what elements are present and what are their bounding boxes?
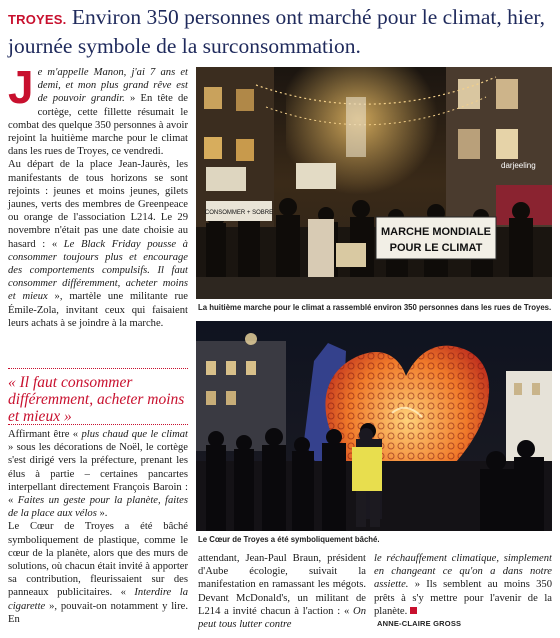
lead-quote: e m'appelle Manon, j'ai 7 ans et demi, et mon plus grand rêve est de pouvoir grandir. xyxy=(37,67,188,105)
sign-small: CONSOMMER + SOBRE xyxy=(204,210,274,216)
photo-climate-march xyxy=(196,67,552,299)
lead-column xyxy=(8,61,188,330)
column-3: le réchauffement climatique, simplement en changeant ce qu'on a dans notre assiette. » Ils semblent au moins 350 prêts à s'y mettre pour l'avenir de la planète. xyxy=(374,553,552,617)
photo-climate-march-image xyxy=(196,67,552,299)
sign-main-line1: MARCHE MONDIALE xyxy=(381,226,491,238)
paragraph-4: Le Cœur de Troyes a été bâché symboliquement de plastique, comme le cœur de la planète, alors que des murs de solutions, où chacun était invité à apporter sa contribution, fleurissaient sur des panneaux publicitaires. « Interdire la cigarette », pouvait-on notamment y lire. En xyxy=(8,521,188,625)
headline xyxy=(8,4,556,60)
photo-covered-heart xyxy=(196,321,552,531)
dateline-place: TROYES. xyxy=(8,12,67,27)
drop-cap: J xyxy=(8,61,34,113)
photo-covered-heart-image xyxy=(196,321,552,531)
column-2: attendant, Jean-Paul Braun, président d'Aube écologie, suivait la manifestation en ramassant les mégots. Devant McDonald's, un militant de L214 a invité chacun à l'action : « On peut tous lutter contre xyxy=(198,553,366,631)
author-signature: ANNE-CLAIRE GROSS xyxy=(377,619,462,628)
subhead-rule-bottom xyxy=(8,424,188,425)
subhead: « Il faut consommer différemment, acheter moins et mieux » xyxy=(8,374,185,425)
lead-paragraph: e m'appelle Manon, j'ai 7 ans et demi, et mon plus grand rêve est de pouvoir grandir. » En tête de cortège, cette fillette résumait le combat des quelque 350 personnes à avoir rejoint la huitième marche pour le climat dans les rues de Troyes, ce vendredi. xyxy=(8,67,188,158)
subhead-rule-top xyxy=(8,368,188,369)
headline-text: Environ 350 personnes ont marché pour le climat, hier, journée symbole de la surconsommation. xyxy=(8,5,546,58)
column-1-continued xyxy=(8,428,188,626)
paragraph-3: Affirmant être « plus chaud que le climat » sous les décorations de Noël, le cortège s'est dirigé vers la préfecture, prenant les élus à partie – certaines pancartes interpellant directement François Baroin : « Faites un geste pour la planète, faites de la place aux vélos ». xyxy=(8,429,188,520)
photo-2-caption: Le Cœur de Troyes a été symboliquement bâché. xyxy=(198,535,380,544)
photo-1-caption: La huitième marche pour le climat a rassemblé environ 350 personnes dans les rues de Troyes. xyxy=(198,303,552,312)
end-of-article-mark xyxy=(410,607,417,614)
shop-sign: darjeeling xyxy=(501,161,536,170)
paragraph-2: Au départ de la place Jean-Jaurès, les manifestants de tous horizons se sont rejoints : jeunes et moins jeunes, gilets jaunes, verts des membres de Greenpeace ou orange de l'association L214. Le 29 novembre n'était pas une date choisie au hasard : « Le Black Friday pousse à consommer toujours plus et encourage des comportements compulsifs. Il faut consommer différemment, acheter moins et mieux », martèle une militante rue Émile-Zola, invitant ceux qui faisaient leurs achats à se joindre à la marche. xyxy=(8,159,188,329)
sign-main-line2: POUR LE CLIMAT xyxy=(389,242,483,254)
